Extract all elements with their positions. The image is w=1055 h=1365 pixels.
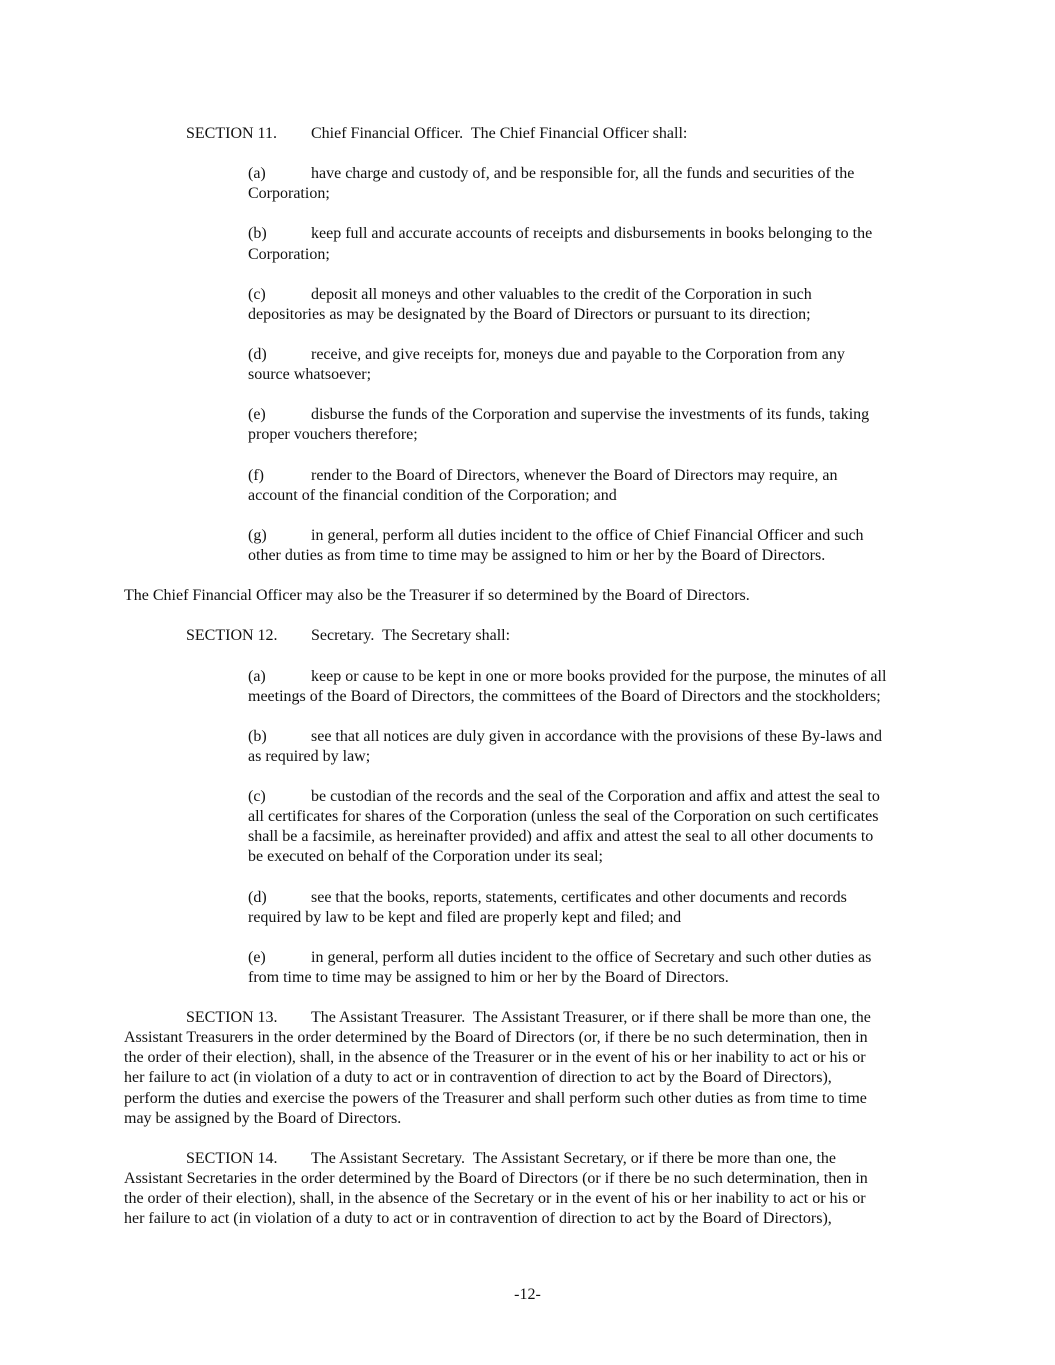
section-11-heading [0,124,1055,144]
section-11-item-c [0,285,1055,325]
section-label: SECTION 14. [186,1149,278,1167]
section-12-item-a [0,667,1055,707]
section-11-note [0,586,1055,606]
section-heading-line [0,626,1055,646]
item-text-line: see that all notices are duly given in accordance with the provisions of these By-laws and [311,727,882,745]
item-text-line: account of the financial condition of the Corporation; and [248,486,617,504]
section-label: SECTION 13. [186,1009,278,1027]
section-11-item-d [0,345,1055,385]
item-label: (a) [248,165,266,183]
item-text-line: be executed on behalf of the Corporation under its seal; [248,848,603,866]
section-title: Chief Financial Officer. The Chief Financial Officer shall: [311,125,688,142]
note-text: The Chief Financial Officer may also be the Treasurer if so determined by the Board of Directors. [124,587,750,605]
paragraph-line: her failure to act (in violation of a duty to act or in contravention of direction to act by the Board of Directors), [124,1069,832,1087]
section-heading-line [0,124,1055,144]
paragraph-line: Assistant Secretaries in the order determined by the Board of Directors (or if there be no such determination, then in [124,1169,868,1187]
item-text-line: keep or cause to be kept in one or more books provided for the purpose, the minutes of all [311,667,887,685]
item-text-line: Corporation; [248,185,330,203]
paragraph-line: the order of their election), shall, in the absence of the Secretary or in the event of his or her inability to act or his or [124,1189,866,1207]
item-text-line: source whatsoever; [248,366,372,384]
section-11-item-g [0,526,1055,566]
section-14-paragraph [0,1149,1055,1229]
paragraph-line: perform the duties and exercise the powers of the Treasurer and shall perform such other duties as from time to time [124,1089,867,1107]
item-text-line: as required by law; [248,747,371,765]
item-text-line: shall be a facsimile, as hereinafter provided) and affix and attest the seal to all other documents to [248,828,874,846]
item-label: (d) [248,888,267,906]
item-text-line: other duties as from time to time may be assigned to him or her by the Board of Directors. [248,546,826,564]
item-text-line: disburse the funds of the Corporation and supervise the investments of its funds, taking [311,406,870,424]
item-text-line: proper vouchers therefore; [248,426,418,444]
item-text-line: all certificates for shares of the Corporation (unless the seal of the Corporation on such certificates [248,808,879,826]
item-text-line: deposit all moneys and other valuables to the credit of the Corporation in such [311,285,812,303]
section-label: SECTION 12. [186,627,278,645]
item-label: (e) [248,406,266,424]
item-text-line: from time to time may be assigned to him or her by the Board of Directors. [248,968,729,986]
page-number: -12- [514,1286,541,1303]
item-label: (g) [248,526,267,544]
item-label: (c) [248,788,266,806]
section-12-item-b [0,727,1055,767]
item-label: (d) [248,346,267,364]
section-13-paragraph [0,1008,1055,1129]
paragraph-line: her failure to act (in violation of a duty to act or in contravention of direction to act by the Board of Directors), [124,1210,832,1228]
section-11-item-e [0,405,1055,445]
section-12-heading [0,626,1055,646]
item-label: (b) [248,225,267,243]
section-12-item-c [0,787,1055,867]
item-text-line: receive, and give receipts for, moneys due and payable to the Corporation from any [311,346,845,364]
item-text-line: Corporation; [248,245,330,263]
section-12-item-e [0,948,1055,988]
item-label: (b) [248,727,267,745]
item-text-line: keep full and accurate accounts of receipts and disbursements in books belonging to the [311,225,873,243]
item-text-line: in general, perform all duties incident to the office of Chief Financial Officer and such [311,526,864,544]
item-text-line: render to the Board of Directors, whenever the Board of Directors may require, an [311,466,838,484]
section-12-item-d [0,888,1055,928]
item-text-line: depositories as may be designated by the Board of Directors or pursuant to its direction; [248,305,811,323]
section-label: SECTION 11. [186,125,277,142]
item-text-line: required by law to be kept and filed are properly kept and filed; and [248,908,682,926]
section-11-item-b [0,224,1055,264]
document-body [0,124,1055,1249]
paragraph-line: The Assistant Secretary. The Assistant Secretary, or if there be more than one, the [311,1149,837,1167]
section-11-item-f [0,466,1055,506]
paragraph-line: Assistant Treasurers in the order determined by the Board of Directors (or, if there be no such determination, then in [124,1029,868,1047]
item-label: (c) [248,285,266,303]
section-title: Secretary. The Secretary shall: [311,627,511,645]
paragraph-line: the order of their election), shall, in the absence of the Treasurer or in the event of his or her inability to act or his or [124,1049,866,1067]
item-text-line: be custodian of the records and the seal of the Corporation and affix and attest the seal to [311,788,880,806]
item-text-line: in general, perform all duties incident to the office of Secretary and such other duties as [311,948,872,966]
item-label: (f) [248,466,264,484]
item-text-line: have charge and custody of, and be responsible for, all the funds and securities of the [311,165,855,183]
item-label: (e) [248,948,266,966]
section-11-item-a [0,164,1055,204]
paragraph-line: may be assigned by the Board of Directors. [124,1109,402,1127]
paragraph-line: The Assistant Treasurer. The Assistant Treasurer, or if there shall be more than one, the [311,1009,871,1027]
item-text-line: meetings of the Board of Directors, the committees of the Board of Directors and the stockholders; [248,687,881,705]
item-label: (a) [248,667,266,685]
item-text-line: see that the books, reports, statements, certificates and other documents and records [311,888,847,906]
